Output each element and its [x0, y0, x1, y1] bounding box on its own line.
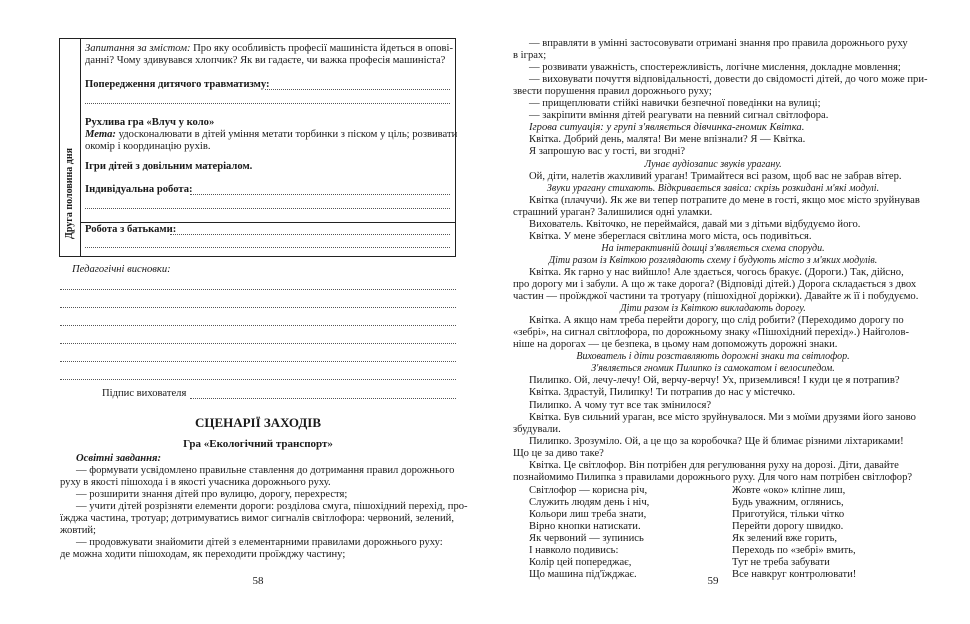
text-line: Ігрова ситуація: у групі з'являється дівчинка-гномик Квітка. — [529, 122, 805, 134]
poem-line-right: Жовте «око» кліпне лиш, — [732, 484, 846, 496]
injury-prevention-fill — [265, 89, 450, 90]
individual-work-fill — [190, 194, 450, 195]
poem-line-left: Вірно кнопки натискати. — [529, 521, 641, 532]
text-line: в іграх; — [513, 50, 547, 62]
text-line: Квітка. Це світлофор. Він потрібен для регулювання руху на дорозі. Діти, давайте — [529, 459, 899, 471]
poem-line-right: Перейти дорогу швидко. — [732, 521, 844, 532]
text-line: Вихователь і діти розставляють дорожні знаки та світлофор. — [576, 351, 850, 363]
conclusion-line-6 — [60, 379, 456, 380]
text-line: — закріпити вміння дітей реагувати на певний сигнал світлофора. — [529, 110, 829, 122]
poem-line-left: Як червоний — зупинись — [529, 533, 644, 545]
text-line: Квітка. Був сильний ураган, все місто зруйнувалося. Ми з моїми друзями його заново — [529, 411, 916, 423]
task-line: — продовжувати знайомити дітей з елементарними правилами дорожнього руху: — [76, 537, 443, 548]
conclusion-line-5 — [60, 361, 456, 362]
task-line: жовтий; — [60, 525, 97, 536]
conclusion-line-4 — [60, 343, 456, 344]
text-line: Квітка. У мене збереглася світлина мого міста, ось подивіться. — [529, 230, 812, 242]
poem-line-left: Що машина під'їжджає. — [529, 569, 637, 581]
goal-text-1: удосконалювати в дітей уміння метати торбинки з піском у ціль; розвивати — [118, 129, 458, 140]
text-line: Що це за диво таке? — [513, 447, 604, 459]
text-line: — прищеплювати стійкі навички безпечної поведінки на вулиці; — [529, 98, 821, 110]
text-line: Квітка. Добрий день, малята! Ви мене впізнали? Я — Квітка. — [529, 134, 806, 146]
free-play: Ігри дітей з довільним матеріалом. — [85, 161, 253, 172]
goal-label: Мета: — [85, 129, 116, 140]
educator-signature: Підпис вихователя — [102, 388, 187, 399]
task-line: — розширити знання дітей про вулицю, дорогу, перехрестя; — [76, 489, 348, 500]
task-line: їжджа частина, тротуар; дотримуватись вимог сигналів світлофора: червоний, зелений, — [60, 513, 454, 524]
text-line: На інтерактивній дошці з'являється схема споруди. — [601, 242, 825, 254]
text-line: страшний ураган? Залишилися одні уламки. — [513, 206, 713, 218]
poem-line-left: Світлофор — корисна річ, — [529, 484, 648, 496]
text-line: З'являється гномик Пилипко із самокатом і велосипедом. — [591, 363, 835, 375]
page-number: 58 — [252, 575, 264, 587]
task-line: — формувати усвідомлено правильне ставлення до дотримання правил дорожнього — [76, 465, 455, 476]
text-line: збудували. — [513, 423, 561, 435]
text-line: звести порушення правил дорожнього руху; — [513, 86, 712, 98]
text-line: познайомимо Пилипка з правилами дорожнього руху. Для чого нам потрібен світлофор? — [513, 471, 913, 483]
text-line: Лунає аудіозапис звуків урагану. — [644, 158, 782, 170]
task-line: де можна ходити пішоходам, як переходити проїжджу частину; — [60, 549, 346, 560]
tasks-label: Освітні завдання: — [76, 453, 162, 464]
text-line: Пилипко. Ой, лечу-лечу! Ой, верчу-верчу! Ух, приземлився! І куди це я потрапив? — [529, 375, 900, 387]
text-line: — вправляти в умінні застосовувати отримані знання про правила дорожнього руху — [529, 38, 908, 49]
text-line: ніше на дорогах — це безпека, в цьому нам допоможуть дорожні знаки. — [513, 339, 838, 351]
goal-line-1 — [85, 129, 457, 141]
parents-work-fill-2 — [85, 247, 450, 248]
poem-line-right: Будь уважним, оглянись, — [732, 496, 844, 508]
text-line: частин — проїжджої частини та тротуару (пішохідної доріжки). Давайте ж її і побудуємо. — [513, 291, 919, 303]
poem-line-right: Приготуйся, тільки чітко — [732, 508, 845, 520]
individual-work-fill-2 — [85, 208, 450, 209]
text-line: Звуки урагану стихають. Відкривається завіса: скрізь розкидані м'які модулі. — [546, 182, 880, 194]
text-line: про дорогу ми і забули. А що ж таке дорога? (Відповіді дітей.) Дорога складається з двох — [513, 279, 917, 290]
individual-work-label: Індивідуальна робота: — [85, 184, 193, 195]
content-question — [85, 43, 453, 55]
content-question-line-2: данні? Чому здивувався хлопчик? Як ви гадаєте, чи важка професія машиніста? — [85, 55, 446, 66]
signature-fill — [190, 398, 456, 399]
task-line: — учити дітей розрізняти елементи дороги: розділова смуга, пішохідний перехід, про- — [76, 501, 468, 512]
text-line: Пилипко. А чому тут все так змінилося? — [529, 399, 712, 411]
poem-line-right: Все навкруг контролювати! — [732, 569, 857, 581]
text-line: Вихователь. Квіточко, не переймайся, давай ми з дітьми відбудуємо його. — [529, 218, 861, 230]
table-row-divider — [80, 222, 455, 223]
conclusion-line-1 — [60, 289, 456, 290]
parents-work-label: Робота з батьками: — [85, 224, 177, 235]
text-line: Діти разом із Квіткою розглядають схему і будують місто з м'яких модулів. — [548, 254, 878, 266]
text-line: Діти разом із Квіткою викладають дорогу. — [620, 303, 806, 315]
right-page — [485, 0, 970, 624]
table-side-column — [60, 39, 81, 256]
poem-line-left: І навколо подивись: — [529, 545, 619, 557]
poem-line-right: Як зелений вже горить, — [732, 533, 838, 545]
poem-line-left: Колір цей попереджає, — [529, 557, 632, 569]
game-heading: Гра «Екологічний транспорт» — [183, 438, 333, 450]
poem-line-left: Кольори лиш треба знати, — [529, 508, 647, 520]
poem-line-right: Тут не треба забувати — [732, 557, 830, 569]
page-number: 59 — [707, 575, 719, 587]
task-line: руху в якості пішохода і в якості учасника дорожнього руху. — [60, 477, 331, 488]
text-line: Квітка. А якщо нам треба перейти дорогу, що слід робити? (Переходимо дорогу по — [529, 315, 904, 327]
conclusion-line-3 — [60, 325, 456, 326]
text-line: — виховувати почуття відповідальності, довести до свідомості дітей, до чого може при- — [529, 74, 928, 86]
poem-line-left: Служить людям день і ніч, — [529, 496, 650, 508]
text-line: — розвивати уважність, спостережливість, логічне мислення, докладне мовлення; — [529, 62, 901, 74]
injury-prevention-label: Попередження дитячого травматизму: — [85, 79, 270, 90]
content-question-line-1: Про яку особливість професії машиніста йдеться в опові- — [193, 43, 453, 54]
text-line: Я запрошую вас у гості, ви згодні? — [529, 146, 686, 158]
text-line: Квітка. Як гарно у нас вийшло! Але здається, чогось бракує. (Дороги.) Так, дійсно, — [529, 266, 904, 278]
text-line: «зебрі», на сигнал світлофора, по дорожньому знаку «Пішохідний перехід».) Найголов- — [513, 327, 910, 339]
injury-prevention-fill-2 — [85, 103, 450, 104]
text-line: Пилипко. Зрозуміло. Ой, а це що за коробочка? Ще й блимає різними ліхтариками! — [529, 435, 904, 447]
conclusion-line-2 — [60, 307, 456, 308]
text-line: Квітка. Здрастуй, Пилипку! Ти потрапив до нас у містечко. — [529, 387, 796, 399]
content-question-label: Запитання за змістом: — [85, 43, 191, 54]
pedagogical-conclusions: Педагогічні висновки: — [72, 264, 171, 275]
text-line: Ой, діти, налетів жахливий ураган! Тримайтеся всі разом, щоб вас не забрав вітер. — [529, 170, 902, 182]
table-side-label: Друга половина дня — [64, 148, 75, 239]
poem-line-right: Переходь по «зебрі» вмить, — [732, 545, 856, 557]
goal-line-2: окомір і координацію рухів. — [85, 141, 211, 152]
text-line: Квітка (плачучи). Як же ви тепер потрапите до мене в гості, якщо моє місто зруйнував — [529, 194, 920, 206]
parents-work-fill — [170, 234, 450, 235]
game-title: Рухлива гра «Влуч у коло» — [85, 117, 215, 128]
scenario-title: СЦЕНАРІЇ ЗАХОДІВ — [194, 415, 322, 430]
